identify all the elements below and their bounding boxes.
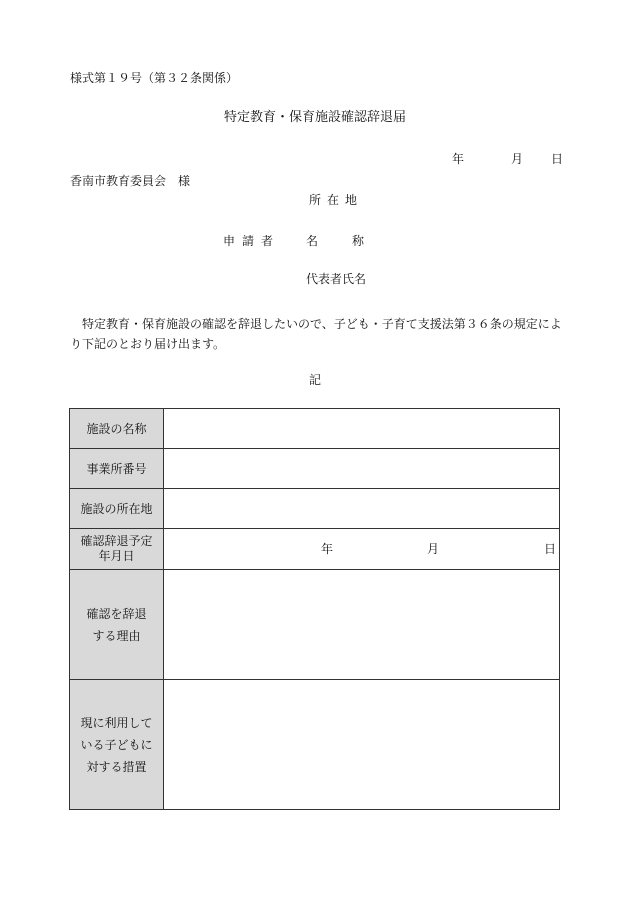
office-number-label: 事業所番号: [70, 449, 164, 489]
facility-address-field[interactable]: [164, 489, 560, 529]
addressee: 香南市教育委員会 様: [70, 174, 191, 188]
reason-field[interactable]: [164, 570, 560, 680]
withdrawal-date-label: [70, 529, 164, 570]
reason-label-line2: する理由: [92, 628, 141, 643]
reason-label-line1: 確認を辞退: [86, 606, 147, 621]
measures-label-line1: 現に利用して: [80, 715, 153, 730]
facility-name-field[interactable]: [164, 409, 560, 449]
table-row-measures: [70, 680, 560, 810]
date-month-label: 月: [511, 152, 524, 166]
table-row-reason: [70, 570, 560, 680]
table-row-office-number: [70, 449, 560, 489]
location-label: 所在地: [309, 193, 364, 207]
document-title: 特定教育・保育施設確認辞退届: [223, 110, 406, 125]
name-label-part1: 名: [306, 234, 319, 248]
facility-name-label: 施設の名称: [70, 409, 164, 449]
withdrawal-form-table: [69, 408, 560, 810]
name-label-part2: 称: [352, 234, 365, 248]
measures-label: [70, 680, 164, 810]
withdrawal-date-label-line2: 年月日: [98, 549, 135, 563]
measures-label-line2: いる子どもに: [80, 737, 153, 752]
applicant-label: 申請者: [223, 234, 281, 248]
withdrawal-day-label: 日: [544, 542, 557, 556]
table-row-facility-name: [70, 409, 560, 449]
reason-label: [70, 570, 164, 680]
body-text: 特定教育・保育施設の確認を辞退したいので、子ども・子育て支援法第３６条の規定により下記のとおり届け出ます。: [70, 317, 562, 351]
date-day-label: 日: [551, 152, 564, 166]
table-row-withdrawal-date: [70, 529, 560, 570]
withdrawal-date-label-line1: 確認辞退予定: [80, 534, 153, 548]
form-number: 様式第１９号（第３２条関係）: [70, 71, 239, 85]
date-year-label: 年: [452, 152, 465, 166]
office-number-field[interactable]: [164, 449, 560, 489]
representative-label: 代表者氏名: [306, 272, 367, 286]
ki-heading: 記: [308, 373, 321, 387]
withdrawal-year-label: 年: [321, 542, 334, 556]
measures-label-line3: 対する措置: [86, 759, 147, 774]
table-row-facility-address: [70, 489, 560, 529]
facility-address-label: 施設の所在地: [70, 489, 164, 529]
withdrawal-month-label: 月: [427, 542, 440, 556]
withdrawal-date-field[interactable]: [164, 529, 560, 570]
measures-field[interactable]: [164, 680, 560, 810]
